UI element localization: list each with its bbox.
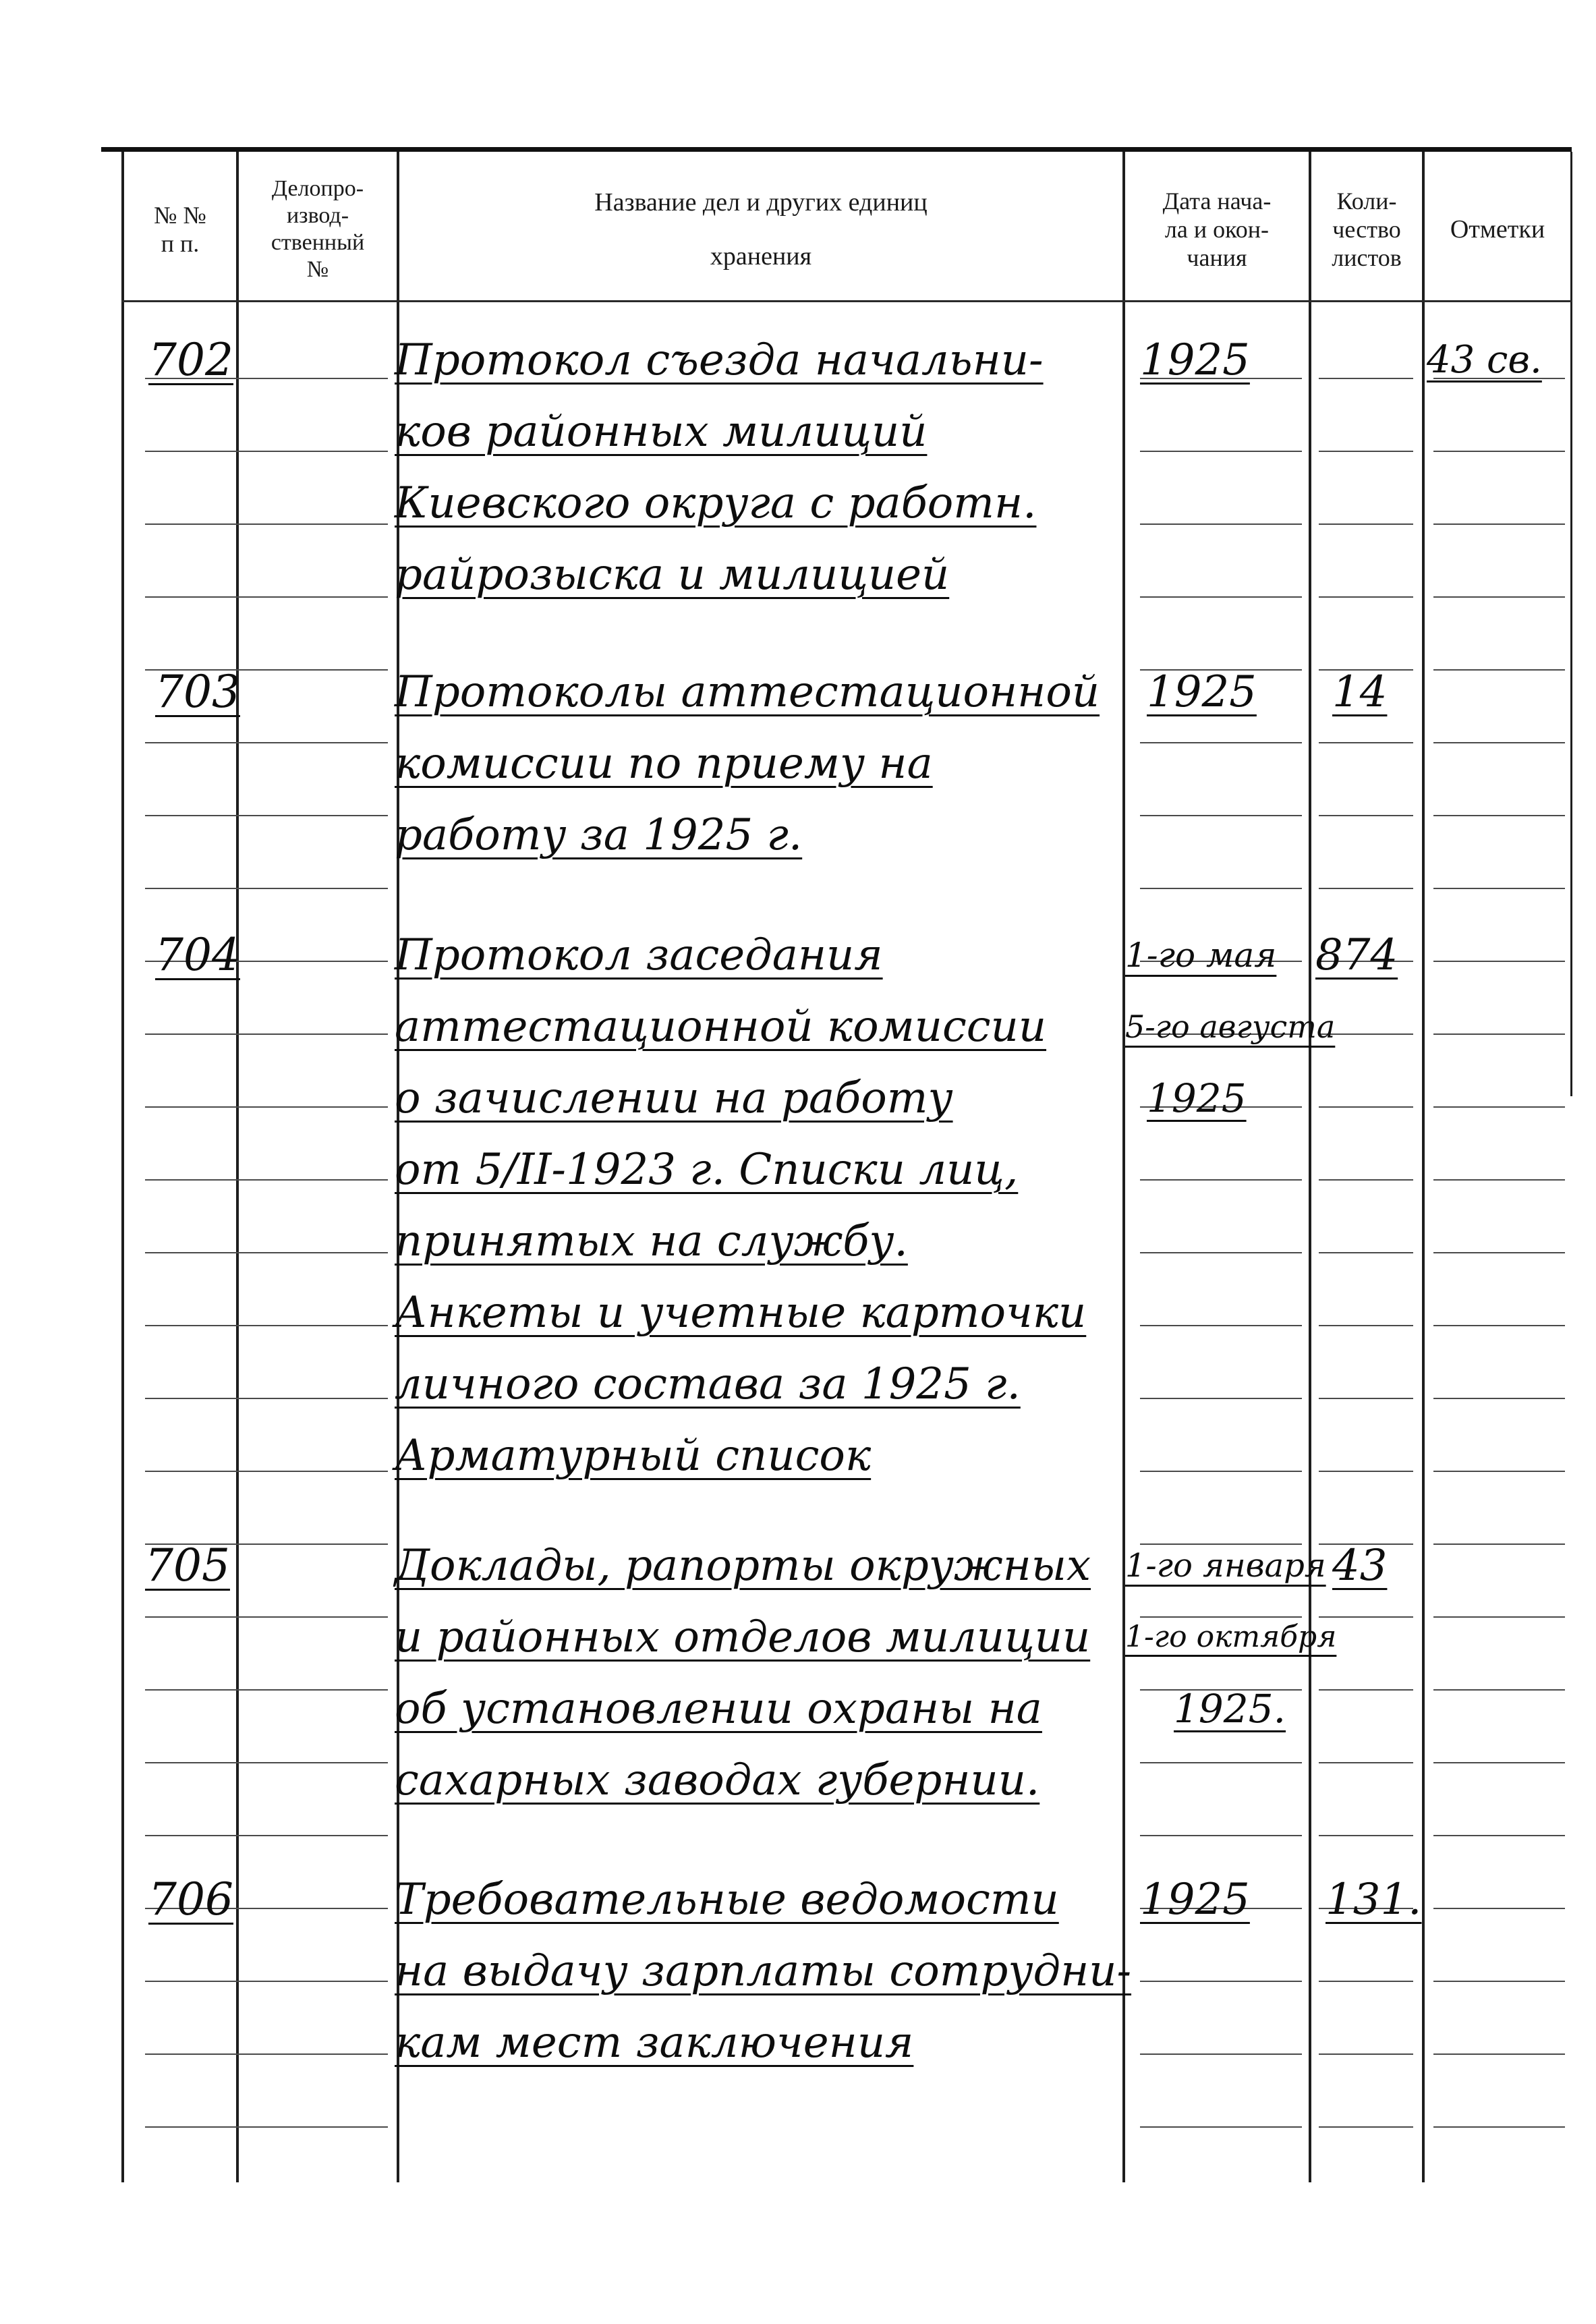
row-date: 5-го августа [1125, 1009, 1336, 1045]
row-date: 1925 [1147, 1075, 1247, 1121]
row-title-line: Протокол заседания [395, 930, 883, 980]
ruled-line [145, 888, 250, 889]
row-title-line: кам мест заключения [395, 2018, 914, 2068]
ruled-line [1319, 815, 1413, 816]
ruled-line [1319, 1106, 1413, 1108]
ruled-line [1319, 1325, 1413, 1326]
header-number: № № п п. [154, 202, 206, 257]
ruled-line [1140, 1179, 1302, 1181]
ruled-line [1433, 1398, 1565, 1399]
ruled-line [1319, 451, 1413, 452]
row-sheet-count: 43 [1332, 1541, 1388, 1591]
ruled-line [145, 523, 250, 525]
ruled-line [1319, 2053, 1413, 2055]
ruled-line [1140, 2126, 1302, 2128]
ruled-line [250, 1835, 388, 1836]
ruled-line [1140, 451, 1302, 452]
ruled-line [1140, 596, 1302, 598]
row-date: 1-го мая [1125, 936, 1277, 975]
ruled-line [1319, 1179, 1413, 1181]
ruled-line [1433, 1252, 1565, 1253]
row-number: 703 [155, 666, 240, 718]
column-divider [1422, 152, 1425, 2182]
row-date: 1925 [1140, 1875, 1250, 1925]
header-sheet-count: Коли- чество листов [1332, 188, 1402, 271]
ruled-line [1433, 1981, 1565, 1982]
ruled-line [1433, 1616, 1565, 1618]
ruled-line [1319, 1689, 1413, 1691]
ruled-line [250, 1325, 388, 1326]
ruled-line [1433, 1325, 1565, 1326]
ruled-line [1319, 523, 1413, 525]
ruled-line [250, 1252, 388, 1253]
row-date: 1925. [1174, 1686, 1286, 1732]
row-date: 1925 [1147, 667, 1257, 717]
ruled-line [1140, 1252, 1302, 1253]
row-title-line: личного состава за 1925 г. [395, 1359, 1021, 1409]
ruled-line [145, 1325, 250, 1326]
row-title-line: аттестационной комиссии [395, 1002, 1047, 1052]
ruled-line [1319, 596, 1413, 598]
ruled-line [1433, 2053, 1565, 2055]
ruled-line [145, 1106, 250, 1108]
ruled-line [145, 596, 250, 598]
ruled-line [1319, 1835, 1413, 1836]
header-office-number: Делопро- извод- ственный № [270, 176, 365, 282]
column-divider [236, 152, 239, 2182]
ruled-line [1433, 1471, 1565, 1472]
row-title-line: Протокол съезда начальни- [395, 335, 1044, 385]
ruled-line [145, 2126, 250, 2128]
row-title-line: Требовательные ведомости [395, 1875, 1059, 1925]
column-divider [1122, 152, 1125, 2182]
ruled-line [250, 888, 388, 889]
ruled-line [145, 1179, 250, 1181]
column-divider [121, 152, 124, 2182]
ruled-line [1433, 961, 1565, 962]
ruled-line [1140, 1835, 1302, 1836]
row-number: 702 [148, 334, 233, 386]
ruled-line [1140, 1398, 1302, 1399]
table-top-rule [101, 147, 1572, 152]
ruled-line [250, 596, 388, 598]
ruled-line [1319, 1252, 1413, 1253]
ruled-line [1140, 815, 1302, 816]
header-separator [121, 300, 1572, 302]
row-title-line: сахарных заводах губернии. [395, 1755, 1040, 1805]
ruled-line [145, 2053, 250, 2055]
ruled-line [1433, 1179, 1565, 1181]
ruled-line [250, 378, 388, 379]
ruled-line [1433, 815, 1565, 816]
row-title-line: работу за 1925 г. [395, 810, 803, 860]
ruled-line [1319, 378, 1413, 379]
ruled-line [1140, 1762, 1302, 1763]
ruled-line [250, 1398, 388, 1399]
ruled-line [1433, 1835, 1565, 1836]
ruled-line [1319, 1471, 1413, 1472]
ruled-line [1433, 1543, 1565, 1545]
row-title-line: райрозыска и милицией [395, 550, 950, 600]
ruled-line [1319, 1398, 1413, 1399]
row-title-line: от 5/II-1923 г. Списки лиц, [395, 1145, 1019, 1195]
ruled-line [250, 815, 388, 816]
ruled-line [250, 1179, 388, 1181]
row-title-line: и районных отделов милиции [395, 1612, 1091, 1662]
ruled-line [1433, 1762, 1565, 1763]
ruled-line [1433, 596, 1565, 598]
row-note: 43 св. [1427, 338, 1542, 382]
ruled-line [250, 1543, 388, 1545]
ruled-line [145, 1033, 250, 1035]
ruled-line [250, 2126, 388, 2128]
row-title-line: Доклады, рапорты окружных [395, 1541, 1091, 1591]
column-divider [1309, 152, 1311, 2182]
header-notes: Отметки [1450, 215, 1545, 244]
ruled-line [145, 1689, 250, 1691]
ruled-line [250, 1981, 388, 1982]
ruled-line [1433, 451, 1565, 452]
ruled-line [1319, 742, 1413, 743]
row-title-line: Анкеты и учетные карточки [395, 1288, 1087, 1338]
ruled-line [1433, 523, 1565, 525]
column-divider [1570, 152, 1572, 1096]
row-title-line: Киевского округа с работн. [395, 478, 1037, 528]
ruled-line [250, 1033, 388, 1035]
ruled-line [145, 1762, 250, 1763]
ruled-line [1319, 2126, 1413, 2128]
ruled-line [1319, 1981, 1413, 1982]
ruled-line [250, 961, 388, 962]
ruled-line [1140, 2053, 1302, 2055]
row-title-line: ков районных милиций [395, 407, 928, 457]
ruled-line [1433, 1033, 1565, 1035]
ruled-line [1140, 888, 1302, 889]
ruled-line [145, 451, 250, 452]
ruled-line [250, 1471, 388, 1472]
row-sheet-count: 14 [1332, 667, 1388, 717]
ruled-line [250, 1762, 388, 1763]
row-date: 1-го октября [1125, 1620, 1337, 1654]
ruled-line [250, 1106, 388, 1108]
ruled-line [250, 451, 388, 452]
ruled-line [250, 1616, 388, 1618]
row-date: 1-го января [1125, 1547, 1326, 1585]
row-title-line: о зачислении на работу [395, 1073, 953, 1123]
row-sheet-count: 131. [1326, 1875, 1422, 1925]
row-number: 706 [148, 1873, 233, 1925]
row-title-line: принятых на службу. [395, 1216, 908, 1266]
row-title-line: комиссии по приему на [395, 739, 933, 789]
row-sheet-count: 874 [1315, 930, 1398, 980]
ruled-line [250, 523, 388, 525]
row-title-line: об установлении охраны на [395, 1684, 1042, 1734]
ruled-line [145, 1835, 250, 1836]
row-date: 1925 [1140, 335, 1250, 385]
ruled-line [145, 1252, 250, 1253]
ruled-line [145, 1471, 250, 1472]
ruled-line [250, 669, 388, 671]
row-title-line: на выдачу зарплаты сотрудни- [395, 1946, 1132, 1996]
ruled-line [1433, 1908, 1565, 1909]
row-title-line: Протоколы аттестационной [395, 667, 1100, 717]
ruled-line [1319, 888, 1413, 889]
ruled-line [250, 2053, 388, 2055]
header-title: Название дел и других единиц хранения [594, 188, 928, 271]
ruled-line [250, 742, 388, 743]
row-number: 705 [145, 1539, 230, 1591]
ruled-line [1433, 888, 1565, 889]
ruled-line [1140, 1981, 1302, 1982]
header-dates: Дата нача- ла и окон- чания [1162, 188, 1272, 271]
row-number: 704 [155, 929, 240, 981]
ruled-line [1140, 1471, 1302, 1472]
ruled-line [1433, 742, 1565, 743]
ruled-line [145, 1398, 250, 1399]
ruled-line [1433, 669, 1565, 671]
ruled-line [145, 1616, 250, 1618]
ruled-line [1433, 1689, 1565, 1691]
ruled-line [1319, 1762, 1413, 1763]
ruled-line [145, 1981, 250, 1982]
ruled-line [145, 815, 250, 816]
ruled-line [145, 742, 250, 743]
ruled-line [1433, 1106, 1565, 1108]
row-title-line: Арматурный список [395, 1431, 872, 1481]
ruled-line [250, 1689, 388, 1691]
ruled-line [1140, 1325, 1302, 1326]
ruled-line [1433, 2126, 1565, 2128]
ruled-line [1140, 523, 1302, 525]
ruled-line [250, 1908, 388, 1909]
ruled-line [1140, 742, 1302, 743]
